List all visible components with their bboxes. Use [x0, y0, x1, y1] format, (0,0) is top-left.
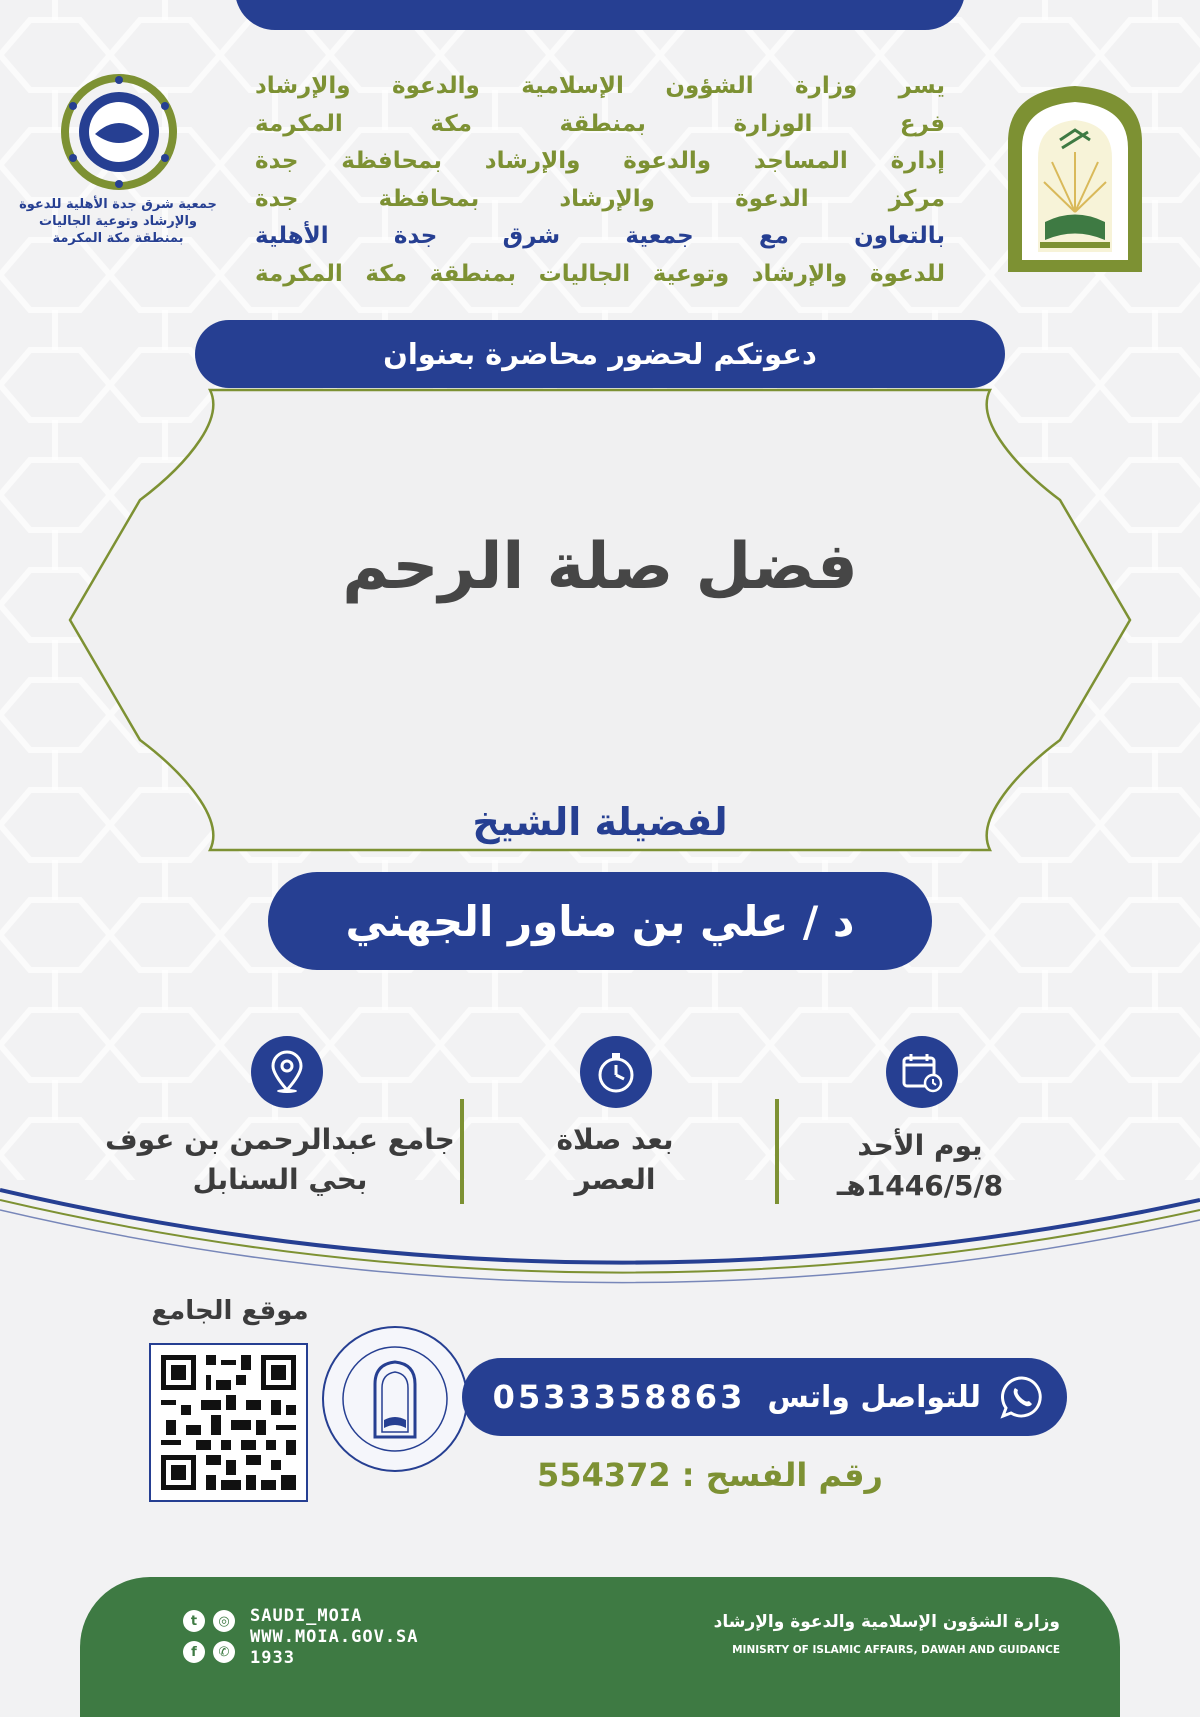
header-line: يسر وزارة الشؤون الإسلامية والدعوة والإرشاد	[255, 73, 945, 99]
center-seal-icon	[318, 1322, 473, 1477]
stopwatch-icon	[580, 1036, 652, 1108]
social-icons	[183, 1610, 239, 1666]
calendar-icon	[886, 1036, 958, 1108]
association-emblem-icon	[55, 72, 183, 190]
time-line-2: العصر	[574, 1163, 656, 1196]
fasah-number: رقم الفسح : 554372	[537, 1456, 883, 1494]
sheikh-label: لفضيلة الشيخ	[472, 800, 728, 844]
twitter-icon[interactable]: t	[183, 1610, 205, 1632]
facebook-icon[interactable]: f	[183, 1641, 205, 1663]
phone-number[interactable]: 1933	[250, 1648, 295, 1668]
neighborhood: بحي السنابل	[192, 1163, 368, 1196]
lecture-title: فضل صلة الرحم	[342, 530, 858, 604]
date-value: 1446/5/8هـ	[836, 1169, 1004, 1202]
header-line: بالتعاون مع جمعية شرق جدة الأهلية	[255, 223, 945, 249]
instagram-icon[interactable]: ◎	[213, 1610, 235, 1632]
website-link[interactable]: WWW.MOIA.GOV.SA	[250, 1627, 419, 1647]
location-pin-icon	[251, 1036, 323, 1108]
ministry-name-arabic: وزارة الشؤون الإسلامية والدعوة والإرشاد	[713, 1612, 1060, 1632]
phone-icon[interactable]: ✆	[213, 1641, 235, 1663]
social-handle[interactable]: SAUDI_MOIA	[250, 1606, 363, 1626]
association-logo-text: جمعية شرق جدة الأهلية للدعوة والإرشاد وتوعية الجاليات بمنطقة مكة المكرمة	[19, 197, 217, 246]
mosque-name: جامع عبدالرحمن بن عوف	[105, 1123, 455, 1156]
header-line: فرع الوزارة بمنطقة مكة المكرمة	[255, 110, 945, 137]
ministry-logo-icon	[1000, 82, 1150, 277]
mosque-location-label: موقع الجامع	[151, 1296, 309, 1326]
header-text-block	[255, 68, 945, 293]
header-line: للدعوة والإرشاد وتوعية الجاليات بمنطقة مكة المكرمة	[255, 260, 945, 287]
top-banner-bar	[235, 0, 965, 30]
whatsapp-number[interactable]: 0533358863	[492, 1378, 746, 1416]
date-day: يوم الأحد	[857, 1129, 983, 1162]
whatsapp-contact-banner[interactable]	[462, 1358, 1067, 1436]
footer-contact-info	[250, 1606, 419, 1669]
header-line: إدارة المساجد والدعوة والإرشاد بمحافظة جدة	[255, 148, 945, 174]
whatsapp-label: للتواصل واتس	[767, 1379, 981, 1415]
mosque-location-qr-code[interactable]	[149, 1343, 308, 1502]
ministry-name-english: MINISRTY OF ISLAMIC AFFAIRS, DAWAH AND GUIDANCE	[732, 1644, 1060, 1656]
wave-separator	[0, 1180, 1200, 1300]
header-line: مركز الدعوة والإرشاد بمحافظة جدة	[255, 185, 945, 212]
time-line-1: بعد صلاة	[556, 1123, 674, 1156]
whatsapp-icon	[999, 1374, 1045, 1420]
invitation-banner: دعوتكم لحضور محاضرة بعنوان	[195, 320, 1005, 388]
sheikh-name-banner: د / علي بن مناور الجهني	[268, 872, 932, 970]
